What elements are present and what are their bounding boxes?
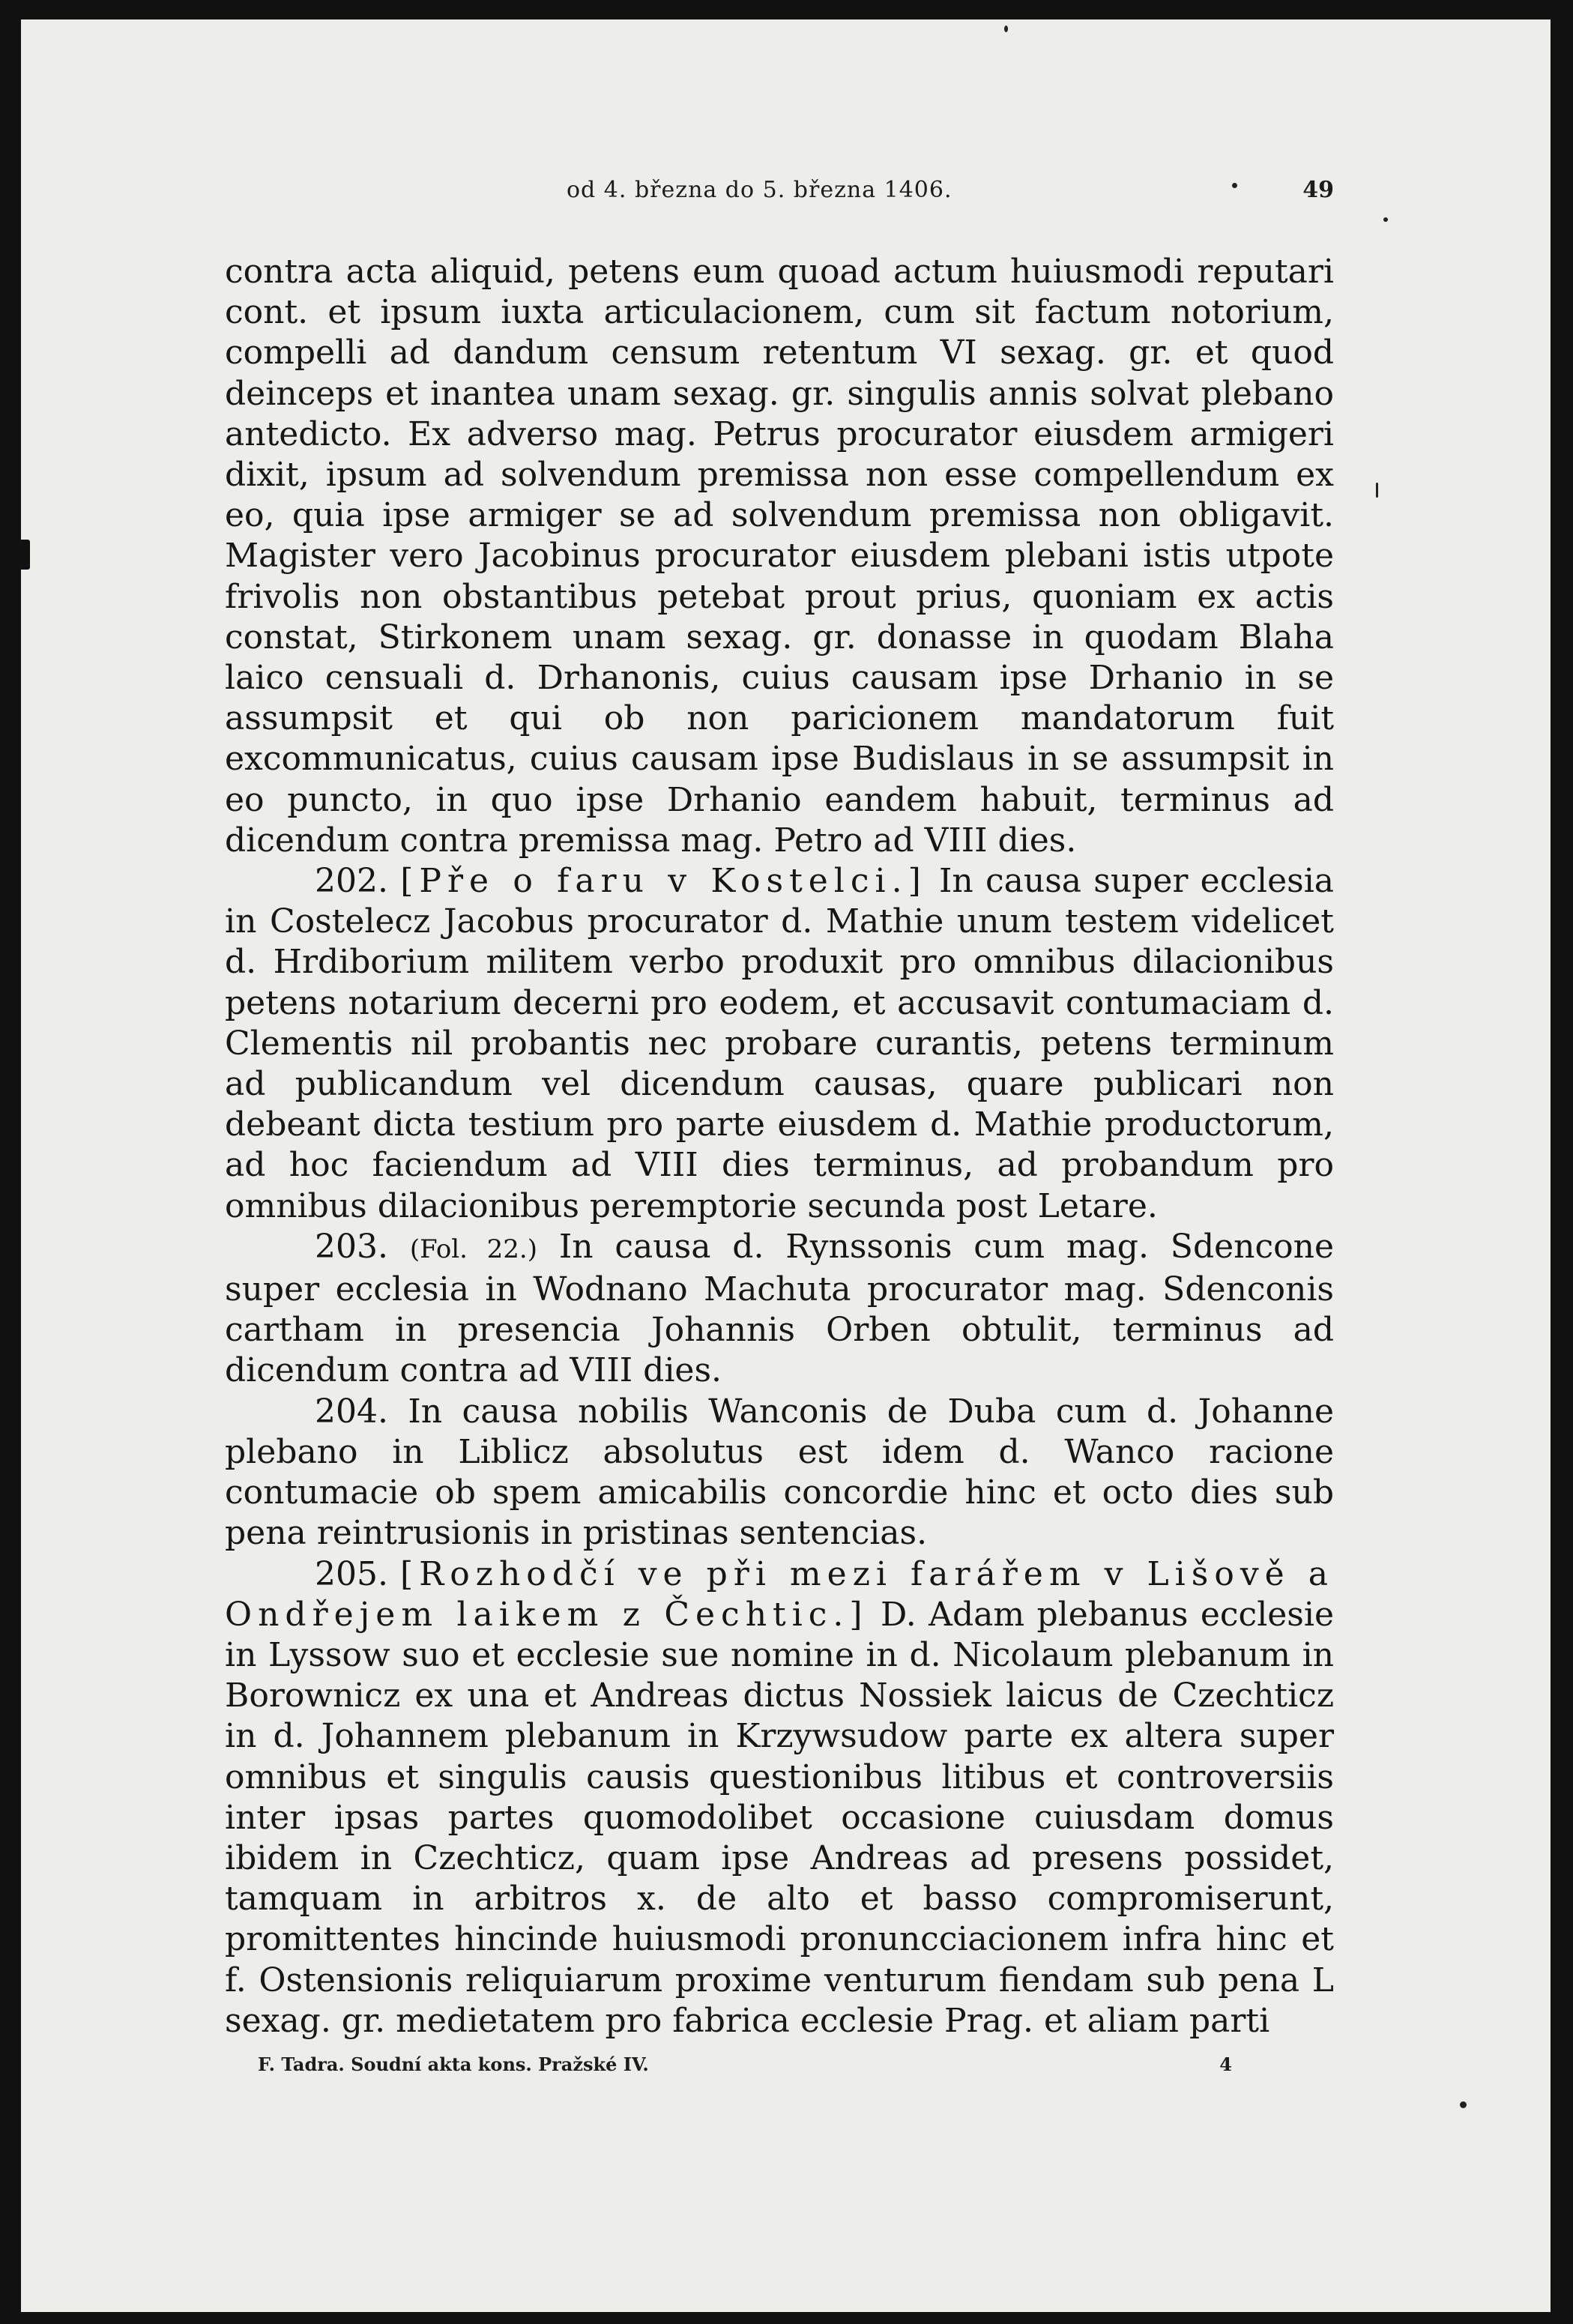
entry-204 xyxy=(225,1392,1334,1554)
dust-speck xyxy=(1004,25,1008,32)
entry-heading: [Pře o faru v Kostelci.] xyxy=(400,862,927,901)
signature-mark: 4 xyxy=(1219,2053,1232,2075)
entry-202 xyxy=(225,861,1334,1227)
page-number: 49 xyxy=(1302,177,1334,203)
entry-text: In causa d. Rynssonis cum mag. Sdencone super ecclesia in Wodnano Machuta procurator mag. Sdenconis cartham in presencia Johannis Orben obtulit, terminus ad dicendum contra ad VIII dies. xyxy=(225,1227,1335,1390)
folio-marker: (Fol. 22.) xyxy=(409,1234,537,1264)
paragraph-text: contra acta aliquid, petens eum quoad actum huiusmodi reputari cont. et ipsum iuxta articulacionem, cum sit factum notorium, compelli ad dandum censum retentum VI sexag. gr. et quod deinceps et inantea unam sexag. gr. singulis annis solvat plebano antedicto. Ex adverso mag. Petrus procurator eiusdem armigeri dixit, ipsum ad solvendum premissa non esse compellendum ex eo, quia ipse armiger se ad solvendum premissa non obligavit. Magister vero Jacobinus procurator eiusdem plebani istis utpote frivolis non obstantibus petebat prout prius, quoniam ex actis constat, Stirkonem unam sexag. gr. donasse in quodam Blaha laico censuali d. Drhanonis, cuius causam ipse Drhanio in se assumpsit et qui ob non paricionem mandatorum fuit excommunicatus, cuius causam ipse Budislaus in se assumpsit in eo puncto, in quo ipse Drhanio eandem habuit, terminus ad dicendum contra premissa mag. Petro ad VIII dies. xyxy=(225,253,1334,860)
paragraph-continuation xyxy=(225,252,1334,861)
running-header xyxy=(225,177,1349,207)
dust-speck xyxy=(1376,483,1378,498)
entry-number: 205. xyxy=(315,1554,388,1593)
footer-citation: F. Tadra. Soudní akta kons. Pražské IV. xyxy=(258,2053,649,2075)
scan-border-left xyxy=(0,0,21,2324)
binding-mark xyxy=(19,540,30,570)
entry-text: D. Adam plebanus ecclesie in Lyssow suo et ecclesie sue nomine in d. Nicolaum plebanum in Borownicz ex una et Andreas dictus Nossiek laicus de Czechticz in d. Johannem plebanum in Krzywsudow parte ex altera super omnibus et singulis causis questionibus litibus et controversiis inter ipsas partes quomodolibet occasione cuiusdam domus ibidem in Czechticz, quam ipse Andreas ad presens possidet, tamquam in arbitros x. de alto et basso compromiserunt, promittentes hincinde huiusmodi pronuncciacionem infra hinc et f. Ostensionis reliquiarum proxime venturum fiendam sub pena L sexag. gr. medietatem pro fabrica ecclesie Prag. et aliam parti xyxy=(225,1595,1334,2040)
entry-text: In causa nobilis Wanconis de Duba cum d. Johanne plebano in Liblicz absolutus est idem d. Wanco racione contumacie ob spem amicabilis concordie hinc et octo dies sub pena reintrusionis in pristinas sentencias. xyxy=(225,1392,1334,1553)
scan-border-bottom xyxy=(0,2312,1573,2324)
entry-number: 204. xyxy=(315,1392,388,1431)
entry-text: In causa super ecclesia in Costelecz Jacobus procurator d. Mathie unum testem videlicet d. Hrdiborium militem verbo produxit pro omnibus dilacionibus petens notarium decerni pro eodem, et accusavit contumaciam d. Clementis nil probantis nec probare curantis, petens terminum ad publicandum vel dicendum causas, quare publicari non debeant dicta testium pro parte eiusdem d. Mathie productorum, ad hoc faciendum ad VIII dies terminus, ad probandum pro omnibus dilacionibus peremptorie secunda post Letare. xyxy=(225,862,1334,1225)
entry-heading: [Rozhodčí ve při mezi farářem v Lišově a Ondřejem laikem z Čechtic.] xyxy=(225,1554,1334,1634)
entry-number: 202. xyxy=(315,862,388,901)
dust-speck xyxy=(1383,217,1388,222)
scan-border-top xyxy=(0,0,1573,19)
scan-border-right xyxy=(1551,0,1573,2324)
main-text xyxy=(225,252,1334,2041)
page-footer xyxy=(258,2053,1232,2080)
entry-number: 203. xyxy=(315,1227,388,1266)
running-title: od 4. března do 5. března 1406. xyxy=(567,177,952,203)
entry-203 xyxy=(225,1227,1334,1392)
dust-speck xyxy=(1460,2101,1467,2108)
entry-205 xyxy=(225,1554,1334,2041)
